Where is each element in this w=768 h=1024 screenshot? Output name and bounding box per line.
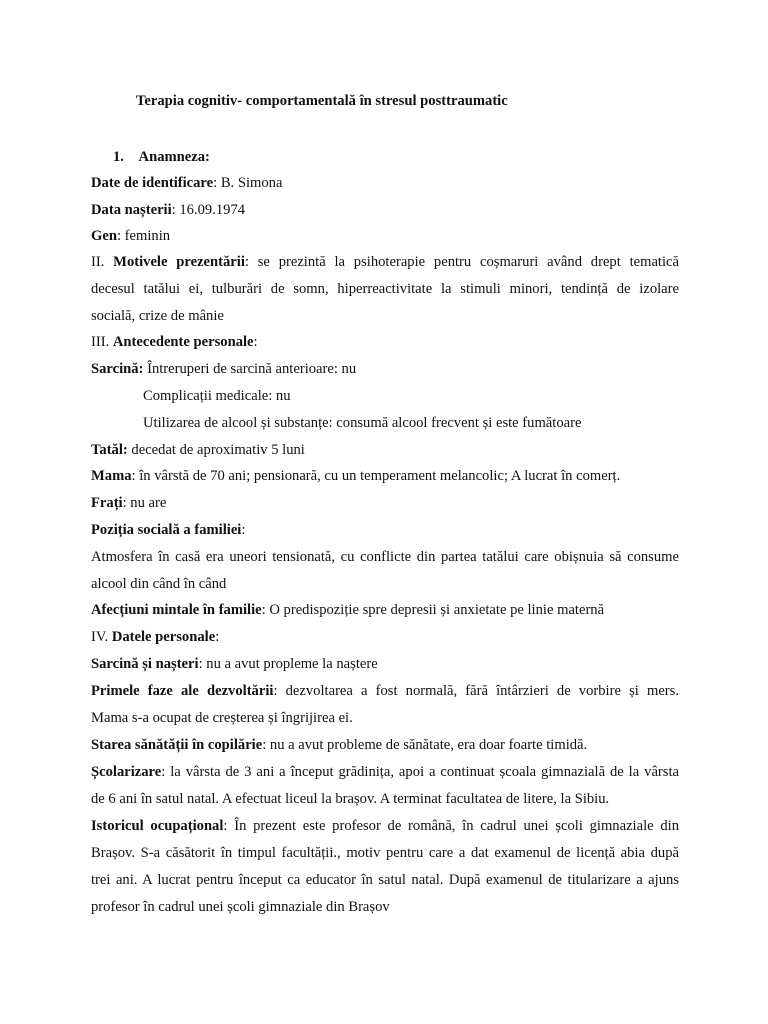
- field-value: : B. Simona: [213, 175, 283, 191]
- family-position-line-2: [91, 575, 226, 593]
- section-number: 1.: [113, 149, 124, 165]
- paragraph-text: trei ani. A lucrat pentru început ca educator în satul natal. După examenul de titularizare a ajuns: [91, 872, 679, 888]
- personal-data-heading: [91, 628, 219, 646]
- field-label: Motivele prezentării: [113, 254, 245, 270]
- section-suffix: :: [215, 629, 220, 645]
- siblings-line: [91, 494, 166, 512]
- schooling-line-2: [91, 790, 609, 808]
- reasons-line-2: [91, 280, 679, 298]
- section-prefix: II.: [91, 254, 114, 270]
- field-value: : nu a avut propleme la naștere: [198, 656, 378, 672]
- occupation-line-4: [91, 898, 390, 916]
- reasons-line-3: [91, 307, 224, 325]
- section-label: Anamneza:: [138, 149, 210, 165]
- field-label: Istoricul ocupațional: [91, 818, 224, 834]
- identification-line: [91, 174, 282, 192]
- field-label: Sarcină:: [91, 361, 144, 377]
- field-label: Gen: [91, 228, 117, 244]
- paragraph-text: Atmosfera în casă era uneori tensionată, cu conflicte din partea tatălui care obișnuia să consume: [91, 549, 679, 565]
- field-label: Tatăl:: [91, 442, 128, 458]
- family-position-heading: [91, 521, 245, 539]
- field-label: Școlarizare: [91, 764, 162, 780]
- mental-conditions-line: [91, 601, 604, 619]
- field-label: Mama: [91, 468, 132, 484]
- family-position-line-1: [91, 548, 679, 566]
- pregnancy-line-3: Utilizarea de alcool și substanțe: consumă alcool frecvent și este fumătoare: [143, 415, 582, 431]
- paragraph-text: alcool din când în când: [91, 576, 227, 592]
- document-title: Terapia cognitiv- comportamentală în stresul posttraumatic: [136, 93, 508, 109]
- field-value: : feminin: [116, 228, 171, 244]
- field-suffix: :: [241, 522, 246, 538]
- paragraph-text: : se prezintă la psihoterapie pentru coșmaruri având drept tematică: [244, 254, 679, 270]
- field-value: : O predispoziție spre depresii și anxietate pe linie maternă: [261, 602, 605, 618]
- section-prefix: IV.: [91, 629, 112, 645]
- section-label: Datele personale: [111, 629, 216, 645]
- birth-date-line: [91, 201, 245, 219]
- occupation-line-2: [91, 844, 679, 862]
- occupation-line-1: [91, 817, 679, 835]
- field-value: : în vârstă de 70 ani; pensionară, cu un temperament melancolic; A lucrat în comerț.: [131, 468, 621, 484]
- pregnancy-line-1: [91, 360, 356, 378]
- childhood-health-line: [91, 736, 587, 754]
- field-value: : nu a avut probleme de sănătate, era doar foarte timidă.: [262, 737, 588, 753]
- field-label: Data nașterii: [91, 202, 172, 218]
- pregnancy-birth-line: [91, 655, 378, 673]
- development-line-2: [91, 709, 353, 727]
- field-label: Sarcină și nașteri: [91, 656, 199, 672]
- antecedents-heading: [91, 333, 258, 351]
- pregnancy-line-2: Complicații medicale: nu: [143, 388, 291, 404]
- section-suffix: :: [253, 334, 258, 350]
- mother-line: [91, 467, 620, 485]
- section-label: Antecedente personale: [112, 334, 254, 350]
- paragraph-text: : la vârsta de 3 ani a început grădinița, apoi a continuat școala gimnazială de la vârsta: [161, 764, 679, 780]
- paragraph-text: socială, crize de mânie: [91, 308, 224, 324]
- paragraph-text: Brașov. S-a căsătorit în timpul facultății., motiv pentru care a dat examenul de licență abia după: [91, 845, 679, 861]
- development-line-1: [91, 682, 679, 700]
- field-value: : nu are: [122, 495, 167, 511]
- field-label: Poziția socială a familiei: [91, 522, 242, 538]
- field-value: Întreruperi de sarcină anterioare: nu: [143, 361, 357, 377]
- section-prefix: III.: [91, 334, 113, 350]
- field-value: : 16.09.1974: [171, 202, 246, 218]
- paragraph-text: decesul tatălui ei, tulburări de somn, hiperreactivitate la stimuli minori, tendință de izolare: [91, 281, 679, 297]
- paragraph-text: : dezvoltarea a fost normală, fără întârzieri de vorbire și mers.: [273, 683, 679, 699]
- paragraph-text: profesor în cadrul unei școli gimnaziale din Brașov: [91, 899, 390, 915]
- section-anamnesis-heading: [113, 148, 210, 166]
- paragraph-text: de 6 ani în satul natal. A efectuat liceul la brașov. A terminat facultatea de litere, la Sibiu.: [91, 791, 610, 807]
- gender-line: [91, 227, 170, 245]
- occupation-line-3: [91, 871, 679, 889]
- paragraph-text: Mama s-a ocupat de creșterea și îngrijirea ei.: [91, 710, 353, 726]
- paragraph-text: : În prezent este profesor de română, în cadrul unei școli gimnaziale din: [223, 818, 680, 834]
- reasons-line-1: [91, 253, 679, 271]
- field-label: Frați: [91, 495, 123, 511]
- field-label: Primele faze ale dezvoltării: [91, 683, 274, 699]
- field-label: Afecțiuni mintale în familie: [91, 602, 262, 618]
- field-value: decedat de aproximativ 5 luni: [127, 442, 305, 458]
- schooling-line-1: [91, 763, 679, 781]
- father-line: [91, 441, 305, 459]
- field-label: Starea sănătății în copilărie: [91, 737, 263, 753]
- field-label: Date de identificare: [91, 175, 214, 191]
